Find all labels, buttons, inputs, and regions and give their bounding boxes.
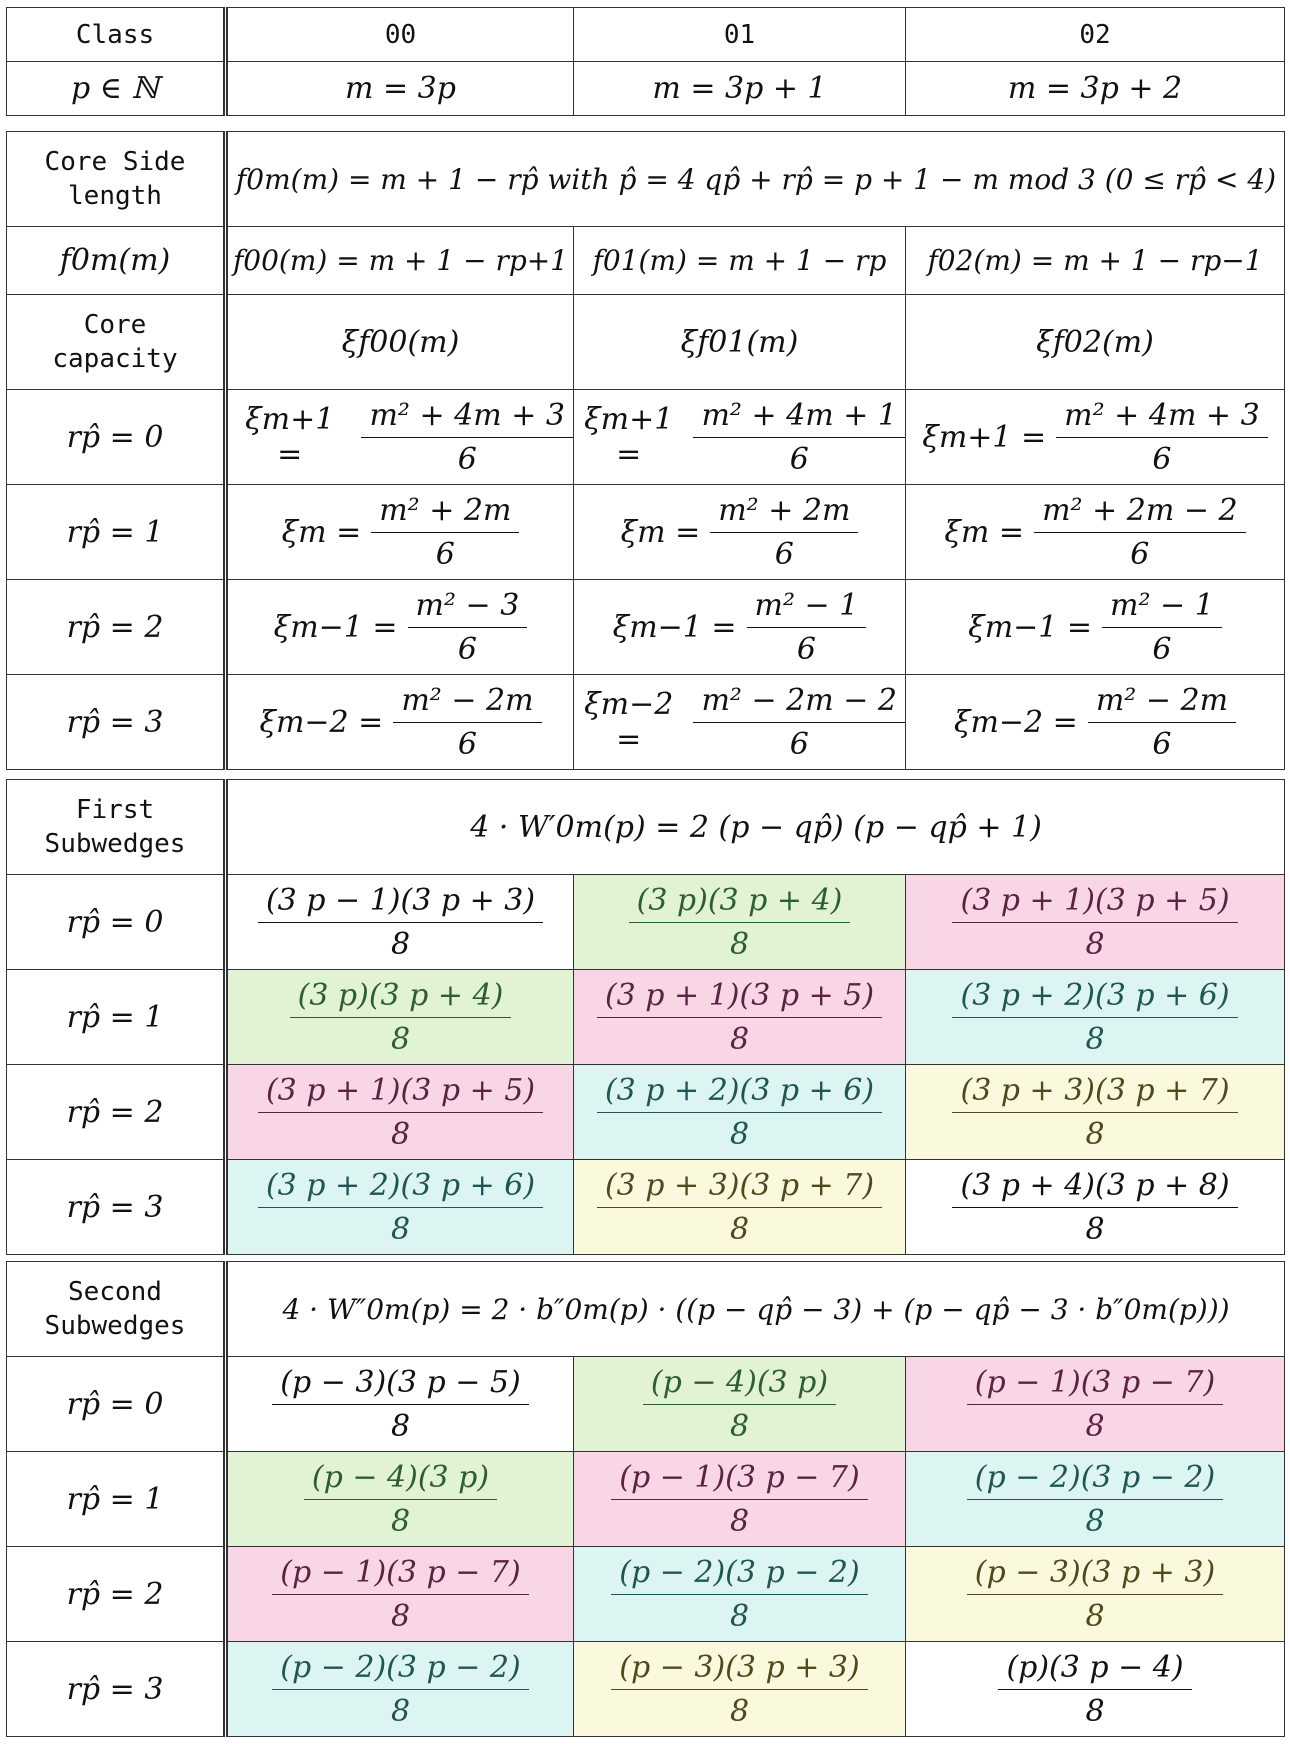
first-cell — [906, 1160, 1285, 1255]
f0m-label-cell — [7, 227, 226, 295]
first-fraction — [629, 883, 851, 962]
second-fraction — [998, 1650, 1191, 1729]
first-fraction — [952, 1073, 1237, 1152]
second-fraction — [967, 1555, 1223, 1634]
class-00: 00 — [384, 19, 417, 50]
second-numerator: (p − 3)(3 p + 3) — [611, 1650, 867, 1690]
first-row-label-cell — [7, 1065, 226, 1160]
second-cell — [906, 1547, 1285, 1642]
class-header-table — [6, 7, 1285, 116]
second-row — [7, 1357, 1285, 1452]
first-cell — [574, 970, 906, 1065]
second-denominator: 8 — [390, 1503, 411, 1539]
capacity-00: ξf00(m) — [341, 324, 460, 360]
core-denominator: 6 — [1152, 726, 1172, 762]
first-row-label-cell — [7, 875, 226, 970]
second-numerator: (p − 1)(3 p − 7) — [611, 1460, 867, 1500]
first-denominator: 8 — [729, 1021, 750, 1057]
first-numerator: (3 p + 2)(3 p + 6) — [952, 978, 1237, 1018]
f01-cell — [574, 227, 906, 295]
first-numerator: (3 p)(3 p + 4) — [629, 883, 851, 923]
m-def-cell-00 — [226, 62, 574, 116]
first-denominator: 8 — [390, 1211, 411, 1247]
first-denominator: 8 — [1085, 926, 1105, 962]
core-numerator: m² + 4m + 3 — [361, 398, 573, 438]
second-denominator: 8 — [729, 1408, 750, 1444]
first-fraction — [597, 1168, 882, 1247]
second-cell — [574, 1452, 906, 1547]
core-fraction — [693, 683, 905, 762]
core-cell — [906, 675, 1285, 770]
second-fraction — [272, 1555, 528, 1634]
core-row-label: rp̂ = 3 — [66, 704, 164, 740]
core-row-label: rp̂ = 0 — [66, 419, 164, 455]
second-numerator: (p − 2)(3 p − 2) — [611, 1555, 867, 1595]
first-denominator: 8 — [390, 1021, 411, 1057]
core-row-label-cell — [7, 390, 226, 485]
core-side-formula: f0m(m) = m + 1 − rp̂ with p̂ = 4 qp̂ + rp̂ = p + 1 − m mod 3 (0 ≤ rp̂ < 4) — [235, 162, 1277, 196]
second-numerator: (p − 3)(3 p − 5) — [272, 1365, 528, 1405]
core-cell — [574, 675, 906, 770]
second-subwedges-label: Second Subwedges — [44, 1277, 186, 1341]
second-fraction — [272, 1365, 528, 1444]
second-subwedges-rows — [7, 1357, 1285, 1737]
first-denominator: 8 — [1085, 1211, 1105, 1247]
class-cell-02 — [906, 8, 1285, 62]
core-fraction — [747, 588, 867, 667]
second-row-label: rp̂ = 0 — [66, 1386, 164, 1422]
class-02: 02 — [1079, 19, 1111, 50]
core-numerator: m² − 1 — [747, 588, 867, 628]
second-fraction — [967, 1460, 1223, 1539]
second-row-label-cell — [7, 1452, 226, 1547]
core-fraction — [1088, 683, 1236, 762]
second-row-label-cell — [7, 1357, 226, 1452]
core-denominator: 6 — [1152, 441, 1172, 477]
core-fraction — [1034, 493, 1246, 572]
second-denominator: 8 — [390, 1598, 411, 1634]
second-cell — [906, 1452, 1285, 1547]
core-denominator: 6 — [457, 441, 477, 477]
first-subwedges-label-cell — [7, 780, 226, 875]
first-denominator: 8 — [1085, 1021, 1105, 1057]
second-fraction — [272, 1650, 528, 1729]
first-subwedges-label: First Subwedges — [44, 795, 186, 859]
core-denominator: 6 — [796, 631, 816, 667]
core-denominator: 6 — [457, 631, 477, 667]
first-row-label: rp̂ = 0 — [66, 904, 164, 940]
core-lhs: ξm−2 = — [259, 704, 384, 740]
second-numerator: (p − 3)(3 p + 3) — [967, 1555, 1223, 1595]
core-lhs: ξm−1 = — [612, 609, 737, 645]
second-fraction — [611, 1460, 867, 1539]
m-def-00: m = 3p — [345, 71, 456, 106]
core-lhs: ξm = — [281, 514, 362, 550]
first-numerator: (3 p + 1)(3 p + 5) — [597, 978, 882, 1018]
core-denominator: 6 — [774, 536, 794, 572]
class-cell-01 — [574, 8, 906, 62]
core-equation — [274, 588, 528, 667]
core-cell — [226, 390, 574, 485]
core-lhs: ξm+1 = — [922, 419, 1047, 455]
core-row-label-cell — [7, 580, 226, 675]
class-cell-00 — [226, 8, 574, 62]
f02-cell — [906, 227, 1285, 295]
core-cell — [574, 580, 906, 675]
second-subwedges-label-cell — [7, 1262, 226, 1357]
core-cell — [574, 390, 906, 485]
core-equation — [282, 493, 520, 572]
core-equation — [621, 493, 859, 572]
core-cell — [906, 485, 1285, 580]
first-row — [7, 875, 1285, 970]
first-cell — [226, 1065, 574, 1160]
core-row-label: rp̂ = 2 — [66, 609, 164, 645]
first-fraction — [952, 883, 1237, 962]
f00-cell — [226, 227, 574, 295]
first-cell — [906, 1065, 1285, 1160]
core-cell — [226, 580, 574, 675]
core-lhs: ξm−2 = — [953, 704, 1078, 740]
core-lhs: ξm−1 = — [273, 609, 398, 645]
core-row-label: rp̂ = 1 — [66, 514, 164, 550]
core-equation — [954, 683, 1236, 762]
first-cell — [574, 1065, 906, 1160]
second-fraction — [304, 1460, 497, 1539]
core-lhs: ξm+1 = — [245, 402, 335, 472]
core-equation — [574, 398, 905, 477]
first-numerator: (3 p − 1)(3 p + 3) — [258, 883, 543, 923]
second-row-label: rp̂ = 3 — [66, 1671, 164, 1707]
class-label-cell — [7, 8, 226, 62]
first-row-label-cell — [7, 970, 226, 1065]
core-lhs: ξm+1 = — [584, 402, 674, 472]
capacity-01-cell — [574, 295, 906, 390]
core-fraction — [1102, 588, 1222, 667]
second-subwedges-formula: 4 · W″0m(p) = 2 · b″0m(p) · ((p − qp̂ − 3) + (p − qp̂ − 3 · b″0m(p))) — [282, 1292, 1230, 1326]
core-denominator: 6 — [435, 536, 455, 572]
second-fraction — [611, 1650, 867, 1729]
m-def-01: m = 3p + 1 — [652, 71, 827, 106]
first-row — [7, 970, 1285, 1065]
first-numerator: (3 p + 1)(3 p + 5) — [952, 883, 1237, 923]
first-denominator: 8 — [390, 1116, 411, 1152]
first-numerator: (3 p + 2)(3 p + 6) — [258, 1168, 543, 1208]
core-capacity-label: Core capacity — [52, 310, 178, 374]
m-def-02: m = 3p + 2 — [1007, 71, 1183, 106]
first-numerator: (3 p + 1)(3 p + 5) — [258, 1073, 543, 1113]
second-numerator: (p − 1)(3 p − 7) — [272, 1555, 528, 1595]
capacity-02: ξf02(m) — [1036, 324, 1154, 360]
first-fraction — [597, 978, 882, 1057]
first-subwedges-rows — [7, 875, 1285, 1255]
first-numerator: (3 p)(3 p + 4) — [290, 978, 512, 1018]
second-cell — [574, 1547, 906, 1642]
first-denominator: 8 — [390, 926, 411, 962]
core-numerator: m² + 4m + 1 — [693, 398, 905, 438]
second-denominator: 8 — [1085, 1598, 1105, 1634]
core-row — [7, 675, 1285, 770]
second-cell — [574, 1357, 906, 1452]
class-01: 01 — [723, 19, 756, 50]
second-row-label: rp̂ = 2 — [66, 1576, 164, 1612]
capacity-02-cell — [906, 295, 1285, 390]
core-side-label: Core Side length — [44, 147, 186, 211]
f02-formula: f02(m) = m + 1 − rp−1 — [927, 244, 1263, 277]
first-denominator: 8 — [1085, 1116, 1105, 1152]
core-equation — [944, 493, 1245, 572]
first-cell — [574, 1160, 906, 1255]
core-row-label-cell — [7, 675, 226, 770]
second-numerator: (p − 4)(3 p) — [643, 1365, 836, 1405]
second-denominator: 8 — [1085, 1408, 1105, 1444]
core-numerator: m² − 1 — [1102, 588, 1222, 628]
f01-formula: f01(m) = m + 1 − rp — [592, 244, 887, 277]
first-denominator: 8 — [729, 1116, 750, 1152]
first-subwedges-formula: 4 · W′0m(p) = 2 (p − qp̂) (p − qp̂ + 1) — [470, 809, 1042, 845]
second-denominator: 8 — [729, 1693, 750, 1729]
capacity-00-cell — [226, 295, 574, 390]
class-label: Class — [75, 19, 155, 50]
core-numerator: m² + 4m + 3 — [1056, 398, 1268, 438]
core-fraction — [1056, 398, 1268, 477]
first-row — [7, 1160, 1285, 1255]
core-numerator: m² − 2m − 2 — [693, 683, 905, 723]
core-table — [6, 131, 1285, 770]
second-numerator: (p − 1)(3 p − 7) — [967, 1365, 1223, 1405]
second-numerator: (p)(3 p − 4) — [998, 1650, 1191, 1690]
core-numerator: m² + 2m − 2 — [1034, 493, 1246, 533]
second-denominator: 8 — [729, 1598, 750, 1634]
first-fraction — [952, 1168, 1237, 1247]
first-denominator: 8 — [729, 1211, 750, 1247]
first-fraction — [597, 1073, 882, 1152]
core-fraction — [693, 398, 905, 477]
first-row — [7, 1065, 1285, 1160]
core-denominator: 6 — [457, 726, 477, 762]
core-capacity-label-cell — [7, 295, 226, 390]
core-numerator: m² − 3 — [408, 588, 528, 628]
first-fraction — [290, 978, 512, 1057]
second-denominator: 8 — [1085, 1693, 1105, 1729]
core-numerator: m² + 2m — [710, 493, 858, 533]
capacity-01: ξf01(m) — [680, 324, 799, 360]
second-row — [7, 1547, 1285, 1642]
second-subwedges-formula-cell — [226, 1262, 1285, 1357]
second-row-label-cell — [7, 1547, 226, 1642]
core-row — [7, 390, 1285, 485]
second-denominator: 8 — [1085, 1503, 1105, 1539]
first-numerator: (3 p + 3)(3 p + 7) — [597, 1168, 882, 1208]
core-side-formula-cell — [226, 132, 1285, 227]
first-row-label: rp̂ = 1 — [66, 999, 164, 1035]
second-cell — [226, 1357, 574, 1452]
core-equation — [574, 683, 905, 762]
first-subwedges-formula-cell — [226, 780, 1285, 875]
first-numerator: (3 p + 2)(3 p + 6) — [597, 1073, 882, 1113]
core-numerator: m² + 2m — [371, 493, 519, 533]
second-row-label: rp̂ = 1 — [66, 1481, 164, 1517]
first-cell — [226, 1160, 574, 1255]
core-cell — [226, 485, 574, 580]
first-cell — [574, 875, 906, 970]
core-numerator: m² − 2m — [1088, 683, 1236, 723]
second-cell — [226, 1452, 574, 1547]
first-numerator: (3 p + 4)(3 p + 8) — [952, 1168, 1237, 1208]
core-capacity-rows — [7, 390, 1285, 770]
f00-formula: f00(m) = m + 1 − rp+1 — [232, 244, 569, 277]
second-row — [7, 1452, 1285, 1547]
core-lhs: ξm = — [944, 514, 1025, 550]
core-equation — [228, 398, 573, 477]
core-fraction — [371, 493, 519, 572]
second-subwedges-table — [6, 1261, 1285, 1737]
second-numerator: (p − 2)(3 p − 2) — [967, 1460, 1223, 1500]
first-cell — [906, 970, 1285, 1065]
core-cell — [906, 390, 1285, 485]
core-equation — [968, 588, 1222, 667]
core-equation — [259, 683, 541, 762]
core-denominator: 6 — [1130, 536, 1150, 572]
core-denominator: 6 — [789, 441, 809, 477]
core-lhs: ξm−2 = — [584, 687, 674, 757]
core-row — [7, 485, 1285, 580]
core-fraction — [710, 493, 858, 572]
m-def-cell-02 — [906, 62, 1285, 116]
first-cell — [226, 970, 574, 1065]
second-cell — [906, 1642, 1285, 1737]
second-denominator: 8 — [729, 1503, 750, 1539]
second-cell — [906, 1357, 1285, 1452]
second-cell — [574, 1642, 906, 1737]
core-cell — [906, 580, 1285, 675]
core-denominator: 6 — [1152, 631, 1172, 667]
core-row-label-cell — [7, 485, 226, 580]
first-row-label-cell — [7, 1160, 226, 1255]
second-numerator: (p − 4)(3 p) — [304, 1460, 497, 1500]
second-cell — [226, 1547, 574, 1642]
first-fraction — [258, 883, 543, 962]
core-cell — [574, 485, 906, 580]
core-fraction — [361, 398, 573, 477]
first-subwedges-table — [6, 779, 1285, 1255]
second-fraction — [643, 1365, 836, 1444]
core-cell — [226, 675, 574, 770]
first-fraction — [258, 1168, 543, 1247]
first-row-label: rp̂ = 3 — [66, 1189, 164, 1225]
core-numerator: m² − 2m — [393, 683, 541, 723]
second-row-label-cell — [7, 1642, 226, 1737]
p-label: p ∈ ℕ — [71, 71, 159, 106]
core-fraction — [393, 683, 541, 762]
second-row — [7, 1642, 1285, 1737]
first-row-label: rp̂ = 2 — [66, 1094, 164, 1130]
first-fraction — [258, 1073, 543, 1152]
p-label-cell — [7, 62, 226, 116]
second-numerator: (p − 2)(3 p − 2) — [272, 1650, 528, 1690]
first-fraction — [952, 978, 1237, 1057]
second-fraction — [967, 1365, 1223, 1444]
second-denominator: 8 — [390, 1408, 411, 1444]
core-lhs: ξm−1 = — [968, 609, 1093, 645]
core-denominator: 6 — [789, 726, 809, 762]
second-fraction — [611, 1555, 867, 1634]
first-denominator: 8 — [729, 926, 750, 962]
first-cell — [906, 875, 1285, 970]
first-cell — [226, 875, 574, 970]
core-row — [7, 580, 1285, 675]
second-cell — [226, 1642, 574, 1737]
first-numerator: (3 p + 3)(3 p + 7) — [952, 1073, 1237, 1113]
core-equation — [613, 588, 867, 667]
m-def-cell-01 — [574, 62, 906, 116]
second-denominator: 8 — [390, 1693, 411, 1729]
core-fraction — [408, 588, 528, 667]
core-equation — [922, 398, 1267, 477]
f0m-label: f0m(m) — [59, 243, 171, 278]
core-side-label-cell — [7, 132, 226, 227]
core-lhs: ξm = — [620, 514, 701, 550]
